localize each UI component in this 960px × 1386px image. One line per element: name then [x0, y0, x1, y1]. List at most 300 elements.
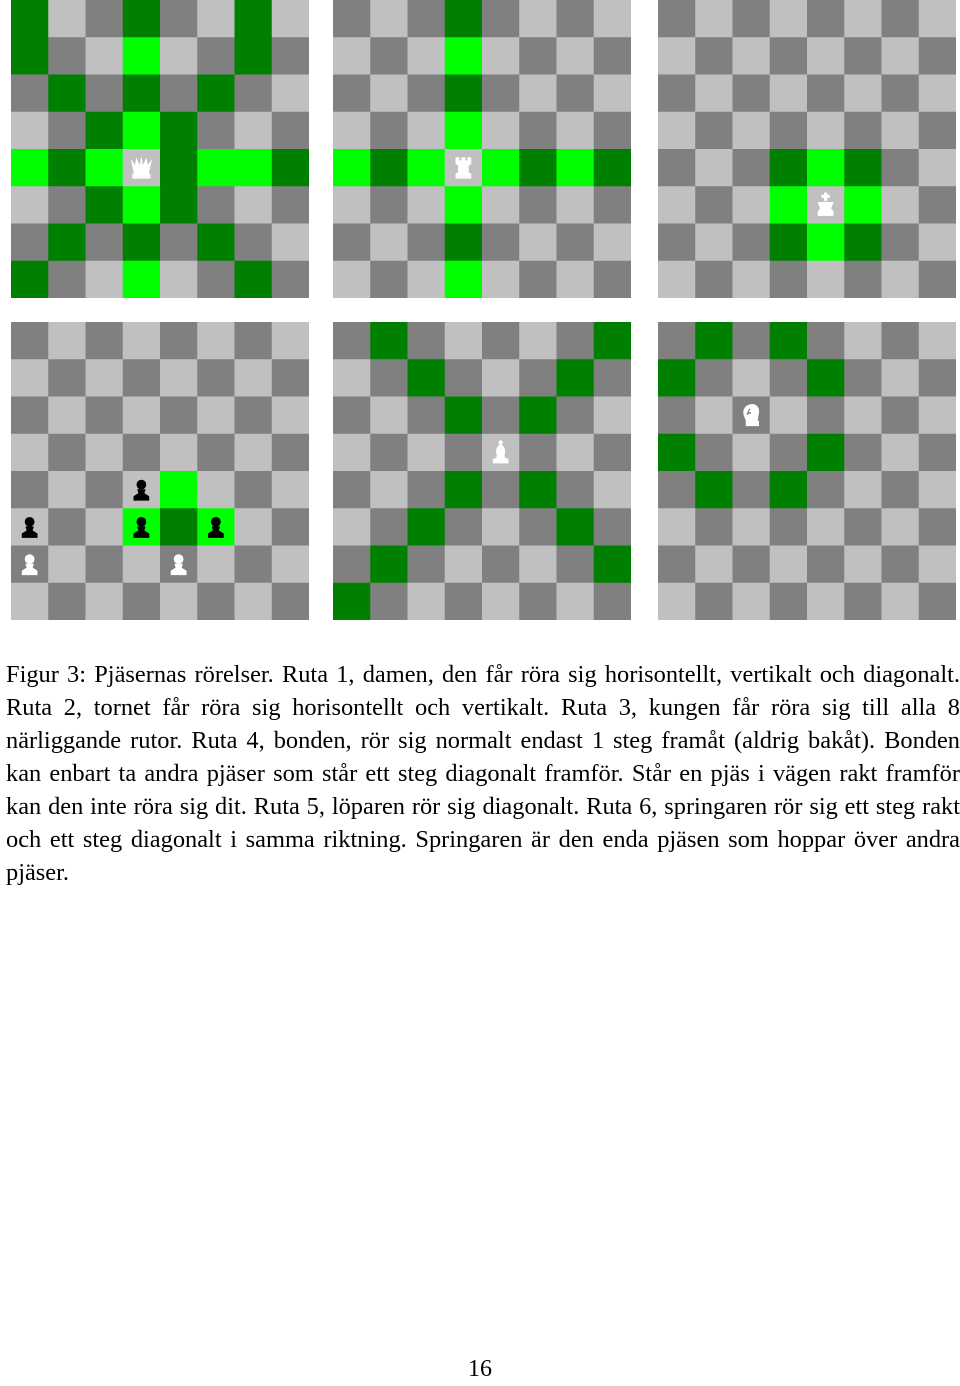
board-square: [519, 112, 557, 150]
board-square: [445, 508, 483, 546]
board-square: [86, 0, 124, 38]
board-square: [594, 112, 631, 150]
board-square: [272, 434, 309, 472]
legal-move-square: [48, 149, 86, 187]
legal-move-square: [770, 224, 808, 262]
board-square: [882, 434, 920, 472]
board-square: [370, 397, 408, 435]
board-square: [594, 224, 631, 262]
board-square: [519, 0, 557, 38]
board-square: [160, 359, 198, 397]
board-square: [445, 546, 483, 584]
board-square: [370, 186, 408, 224]
board-square: [882, 508, 920, 546]
white-knight-icon: [744, 405, 759, 426]
board-square: [733, 471, 771, 509]
board-square: [594, 434, 631, 472]
legal-move-square: [557, 359, 595, 397]
legal-move-square: [123, 37, 161, 75]
legal-move-square: [807, 224, 845, 262]
board-square: [482, 397, 520, 435]
board-square: [272, 508, 309, 546]
board-square: [333, 508, 371, 546]
board-square: [333, 471, 371, 509]
board-square: [844, 75, 882, 113]
board-square: [48, 322, 86, 360]
legal-move-square: [123, 75, 161, 113]
board-square: [594, 508, 631, 546]
board-square: [519, 322, 557, 360]
board-square: [48, 0, 86, 38]
legal-move-square: [86, 112, 124, 150]
board-square: [519, 261, 557, 298]
legal-move-square: [86, 186, 124, 224]
board-square: [919, 546, 956, 584]
board-square: [235, 112, 273, 150]
board-square: [919, 0, 956, 38]
board-square: [919, 322, 956, 360]
board-square: [844, 37, 882, 75]
board-square: [160, 261, 198, 298]
board-square: [807, 0, 845, 38]
legal-move-square: [48, 75, 86, 113]
legal-move-square: [370, 149, 408, 187]
board-square: [86, 359, 124, 397]
board-square: [197, 37, 235, 75]
board-square: [733, 0, 771, 38]
board-square: [272, 359, 309, 397]
legal-move-square: [408, 508, 446, 546]
board-square: [658, 583, 696, 620]
legal-move-square: [445, 186, 483, 224]
board-square: [519, 75, 557, 113]
board-square: [408, 112, 446, 150]
board-square: [482, 322, 520, 360]
board-square: [770, 261, 808, 298]
board-square: [482, 0, 520, 38]
board-square: [408, 37, 446, 75]
board-square: [333, 75, 371, 113]
board-square: [882, 546, 920, 584]
board-square: [557, 583, 595, 620]
board-square: [807, 37, 845, 75]
legal-move-square: [123, 186, 161, 224]
board-square: [197, 546, 235, 584]
board-square: [770, 75, 808, 113]
board-king-moves: [658, 0, 956, 298]
board-square: [919, 359, 956, 397]
legal-move-square: [11, 37, 49, 75]
legal-move-square: [658, 359, 696, 397]
board-square: [695, 224, 733, 262]
board-square: [333, 224, 371, 262]
board-square: [695, 434, 733, 472]
board-square: [594, 261, 631, 298]
board-square: [733, 75, 771, 113]
board-square: [658, 508, 696, 546]
board-square: [123, 434, 161, 472]
board-square: [333, 546, 371, 584]
board-square: [408, 224, 446, 262]
board-square: [370, 508, 408, 546]
board-square: [11, 359, 49, 397]
board-square: [807, 261, 845, 298]
board-square: [807, 397, 845, 435]
legal-move-square: [557, 149, 595, 187]
board-square: [160, 583, 198, 620]
board-square: [557, 322, 595, 360]
board-square: [695, 508, 733, 546]
board-square: [519, 359, 557, 397]
legal-move-square: [235, 0, 273, 38]
board-square: [557, 0, 595, 38]
figure-caption: Figur 3: Pjäsernas rörelser. Ruta 1, damen, den får röra sig horisontellt, vertikalt och diagonalt. Ruta 2, tornet får röra sig horisontellt och vertikalt. Ruta 3, kungen får röra sig till alla 8 närliggande rutor. Ruta 4, bonden, rör sig normalt endast 1 steg framåt (aldrig bakåt). Bonden kan enbart ta andra pjäser som står ett steg diagonalt framför. Står en pjäs i vägen rakt framför kan den inte röra sig dit. Ruta 5, löparen rör sig diagonalt. Ruta 6, springaren rör sig ett steg rakt och ett steg diagonalt i samma riktning. Springaren är den enda pjäsen som hoppar över andra pjäser.: [6, 661, 960, 886]
board-square: [370, 0, 408, 38]
board-square: [695, 583, 733, 620]
board-square: [519, 224, 557, 262]
board-square: [770, 546, 808, 584]
board-square: [919, 471, 956, 509]
board-square: [48, 37, 86, 75]
board-square: [882, 186, 920, 224]
chessboard: [333, 322, 631, 620]
board-square: [519, 508, 557, 546]
board-square: [333, 186, 371, 224]
board-square: [807, 471, 845, 509]
board-square: [197, 434, 235, 472]
board-square: [197, 186, 235, 224]
board-knight-moves: [658, 322, 956, 620]
board-square: [519, 434, 557, 472]
legal-move-square: [770, 186, 808, 224]
board-square: [48, 359, 86, 397]
page-number: 16: [468, 1356, 492, 1382]
board-square: [160, 75, 198, 113]
board-square: [86, 546, 124, 584]
board-square: [235, 224, 273, 262]
board-bishop-moves: [333, 322, 631, 620]
board-square: [86, 322, 124, 360]
board-square: [482, 359, 520, 397]
chessboard: [658, 0, 956, 298]
legal-move-square: [844, 186, 882, 224]
legal-move-square: [445, 0, 483, 38]
board-square: [11, 322, 49, 360]
board-square: [658, 112, 696, 150]
legal-move-square: [235, 261, 273, 298]
board-square: [235, 186, 273, 224]
board-square: [882, 112, 920, 150]
board-square: [408, 434, 446, 472]
board-square: [658, 37, 696, 75]
board-square: [557, 37, 595, 75]
board-square: [86, 583, 124, 620]
board-square: [197, 112, 235, 150]
board-square: [733, 37, 771, 75]
board-square: [919, 224, 956, 262]
board-square: [86, 397, 124, 435]
board-square: [844, 508, 882, 546]
board-square: [235, 434, 273, 472]
board-square: [333, 397, 371, 435]
board-square: [733, 322, 771, 360]
legal-move-square: [770, 149, 808, 187]
board-square: [272, 397, 309, 435]
board-square: [333, 322, 371, 360]
board-square: [770, 359, 808, 397]
board-square: [844, 322, 882, 360]
board-square: [482, 261, 520, 298]
board-square: [86, 261, 124, 298]
legal-move-square: [519, 471, 557, 509]
board-square: [557, 261, 595, 298]
board-square: [408, 546, 446, 584]
board-square: [557, 546, 595, 584]
board-square: [882, 397, 920, 435]
board-square: [882, 149, 920, 187]
board-square: [733, 546, 771, 584]
board-square: [11, 471, 49, 509]
board-square: [658, 0, 696, 38]
board-square: [482, 186, 520, 224]
board-square: [11, 112, 49, 150]
board-square: [844, 434, 882, 472]
board-square: [48, 186, 86, 224]
legal-move-square: [445, 397, 483, 435]
legal-move-square: [48, 224, 86, 262]
legal-move-square: [160, 508, 198, 546]
board-rook-moves: [333, 0, 631, 298]
legal-move-square: [235, 149, 273, 187]
board-square: [160, 224, 198, 262]
board-square: [882, 359, 920, 397]
board-square: [11, 224, 49, 262]
legal-move-square: [695, 322, 733, 360]
legal-move-square: [844, 149, 882, 187]
board-square: [482, 546, 520, 584]
board-square: [197, 471, 235, 509]
board-square: [919, 397, 956, 435]
board-square: [11, 397, 49, 435]
chessboard: [658, 322, 956, 620]
board-square: [197, 261, 235, 298]
board-square: [770, 397, 808, 435]
board-square: [197, 583, 235, 620]
board-square: [197, 397, 235, 435]
legal-move-square: [11, 261, 49, 298]
board-square: [733, 583, 771, 620]
board-square: [11, 186, 49, 224]
board-square: [844, 397, 882, 435]
board-square: [11, 434, 49, 472]
board-square: [272, 37, 309, 75]
board-square: [658, 186, 696, 224]
board-square: [770, 434, 808, 472]
board-square: [482, 112, 520, 150]
legal-move-square: [333, 149, 371, 187]
board-square: [594, 359, 631, 397]
board-square: [370, 75, 408, 113]
board-square: [594, 0, 631, 38]
board-square: [86, 37, 124, 75]
board-square: [557, 224, 595, 262]
board-square: [695, 149, 733, 187]
legal-move-square: [235, 37, 273, 75]
board-square: [370, 359, 408, 397]
board-square: [919, 434, 956, 472]
legal-move-square: [482, 149, 520, 187]
board-square: [272, 322, 309, 360]
board-square: [235, 397, 273, 435]
board-square: [272, 0, 309, 38]
board-square: [557, 471, 595, 509]
board-square: [333, 359, 371, 397]
legal-move-square: [160, 149, 198, 187]
board-square: [408, 0, 446, 38]
board-square: [919, 75, 956, 113]
legal-move-square: [445, 37, 483, 75]
legal-move-square: [197, 149, 235, 187]
board-square: [160, 434, 198, 472]
board-square: [272, 471, 309, 509]
legal-move-square: [11, 149, 49, 187]
board-square: [658, 261, 696, 298]
board-square: [844, 112, 882, 150]
board-square: [658, 546, 696, 584]
board-square: [733, 434, 771, 472]
board-square: [695, 186, 733, 224]
legal-move-square: [123, 261, 161, 298]
legal-move-square: [807, 434, 845, 472]
board-square: [408, 583, 446, 620]
board-square: [160, 0, 198, 38]
legal-move-square: [844, 224, 882, 262]
chessboard: [11, 322, 309, 620]
legal-move-square: [408, 359, 446, 397]
legal-move-square: [11, 0, 49, 38]
board-square: [844, 583, 882, 620]
legal-move-square: [197, 224, 235, 262]
legal-move-square: [160, 186, 198, 224]
board-square: [235, 471, 273, 509]
board-square: [482, 37, 520, 75]
legal-move-square: [807, 149, 845, 187]
board-square: [594, 186, 631, 224]
board-square: [882, 0, 920, 38]
board-square: [519, 546, 557, 584]
legal-move-square: [770, 471, 808, 509]
board-square: [445, 359, 483, 397]
legal-move-square: [123, 224, 161, 262]
board-square: [370, 112, 408, 150]
board-square: [272, 261, 309, 298]
board-square: [408, 75, 446, 113]
board-square: [557, 434, 595, 472]
board-square: [408, 397, 446, 435]
legal-move-square: [445, 224, 483, 262]
board-square: [807, 322, 845, 360]
legal-move-square: [86, 149, 124, 187]
board-square: [919, 112, 956, 150]
board-square: [695, 397, 733, 435]
legal-move-square: [594, 322, 631, 360]
board-square: [919, 149, 956, 187]
board-square: [882, 583, 920, 620]
board-square: [86, 224, 124, 262]
legal-move-square: [197, 75, 235, 113]
board-square: [695, 75, 733, 113]
board-square: [482, 224, 520, 262]
board-square: [370, 471, 408, 509]
board-square: [160, 322, 198, 360]
legal-move-square: [445, 261, 483, 298]
board-square: [48, 471, 86, 509]
board-square: [658, 322, 696, 360]
board-square: [48, 546, 86, 584]
board-square: [123, 546, 161, 584]
board-square: [882, 322, 920, 360]
board-square: [807, 508, 845, 546]
board-square: [733, 149, 771, 187]
board-square: [882, 471, 920, 509]
board-square: [733, 261, 771, 298]
board-square: [86, 75, 124, 113]
board-square: [11, 75, 49, 113]
board-square: [370, 583, 408, 620]
board-square: [445, 434, 483, 472]
board-square: [272, 186, 309, 224]
board-square: [770, 508, 808, 546]
legal-move-square: [123, 112, 161, 150]
board-square: [482, 471, 520, 509]
board-square: [11, 583, 49, 620]
board-square: [48, 583, 86, 620]
board-square: [695, 359, 733, 397]
board-square: [658, 471, 696, 509]
board-square: [519, 186, 557, 224]
board-square: [770, 112, 808, 150]
board-square: [272, 112, 309, 150]
board-square: [235, 322, 273, 360]
legal-move-square: [370, 546, 408, 584]
board-square: [333, 0, 371, 38]
chessboard: [11, 0, 309, 298]
board-square: [733, 508, 771, 546]
board-square: [733, 224, 771, 262]
legal-move-square: [445, 75, 483, 113]
board-square: [333, 37, 371, 75]
board-square: [408, 261, 446, 298]
board-square: [48, 261, 86, 298]
board-square: [235, 359, 273, 397]
board-square: [882, 75, 920, 113]
board-square: [48, 397, 86, 435]
board-square: [695, 112, 733, 150]
board-square: [919, 261, 956, 298]
white-rook-icon: [456, 158, 471, 179]
board-square: [235, 546, 273, 584]
board-square: [333, 112, 371, 150]
board-square: [844, 359, 882, 397]
board-square: [594, 37, 631, 75]
board-square: [333, 434, 371, 472]
board-square: [807, 583, 845, 620]
legal-move-square: [695, 471, 733, 509]
legal-move-square: [408, 149, 446, 187]
board-square: [123, 359, 161, 397]
board-square: [160, 37, 198, 75]
board-square: [197, 322, 235, 360]
